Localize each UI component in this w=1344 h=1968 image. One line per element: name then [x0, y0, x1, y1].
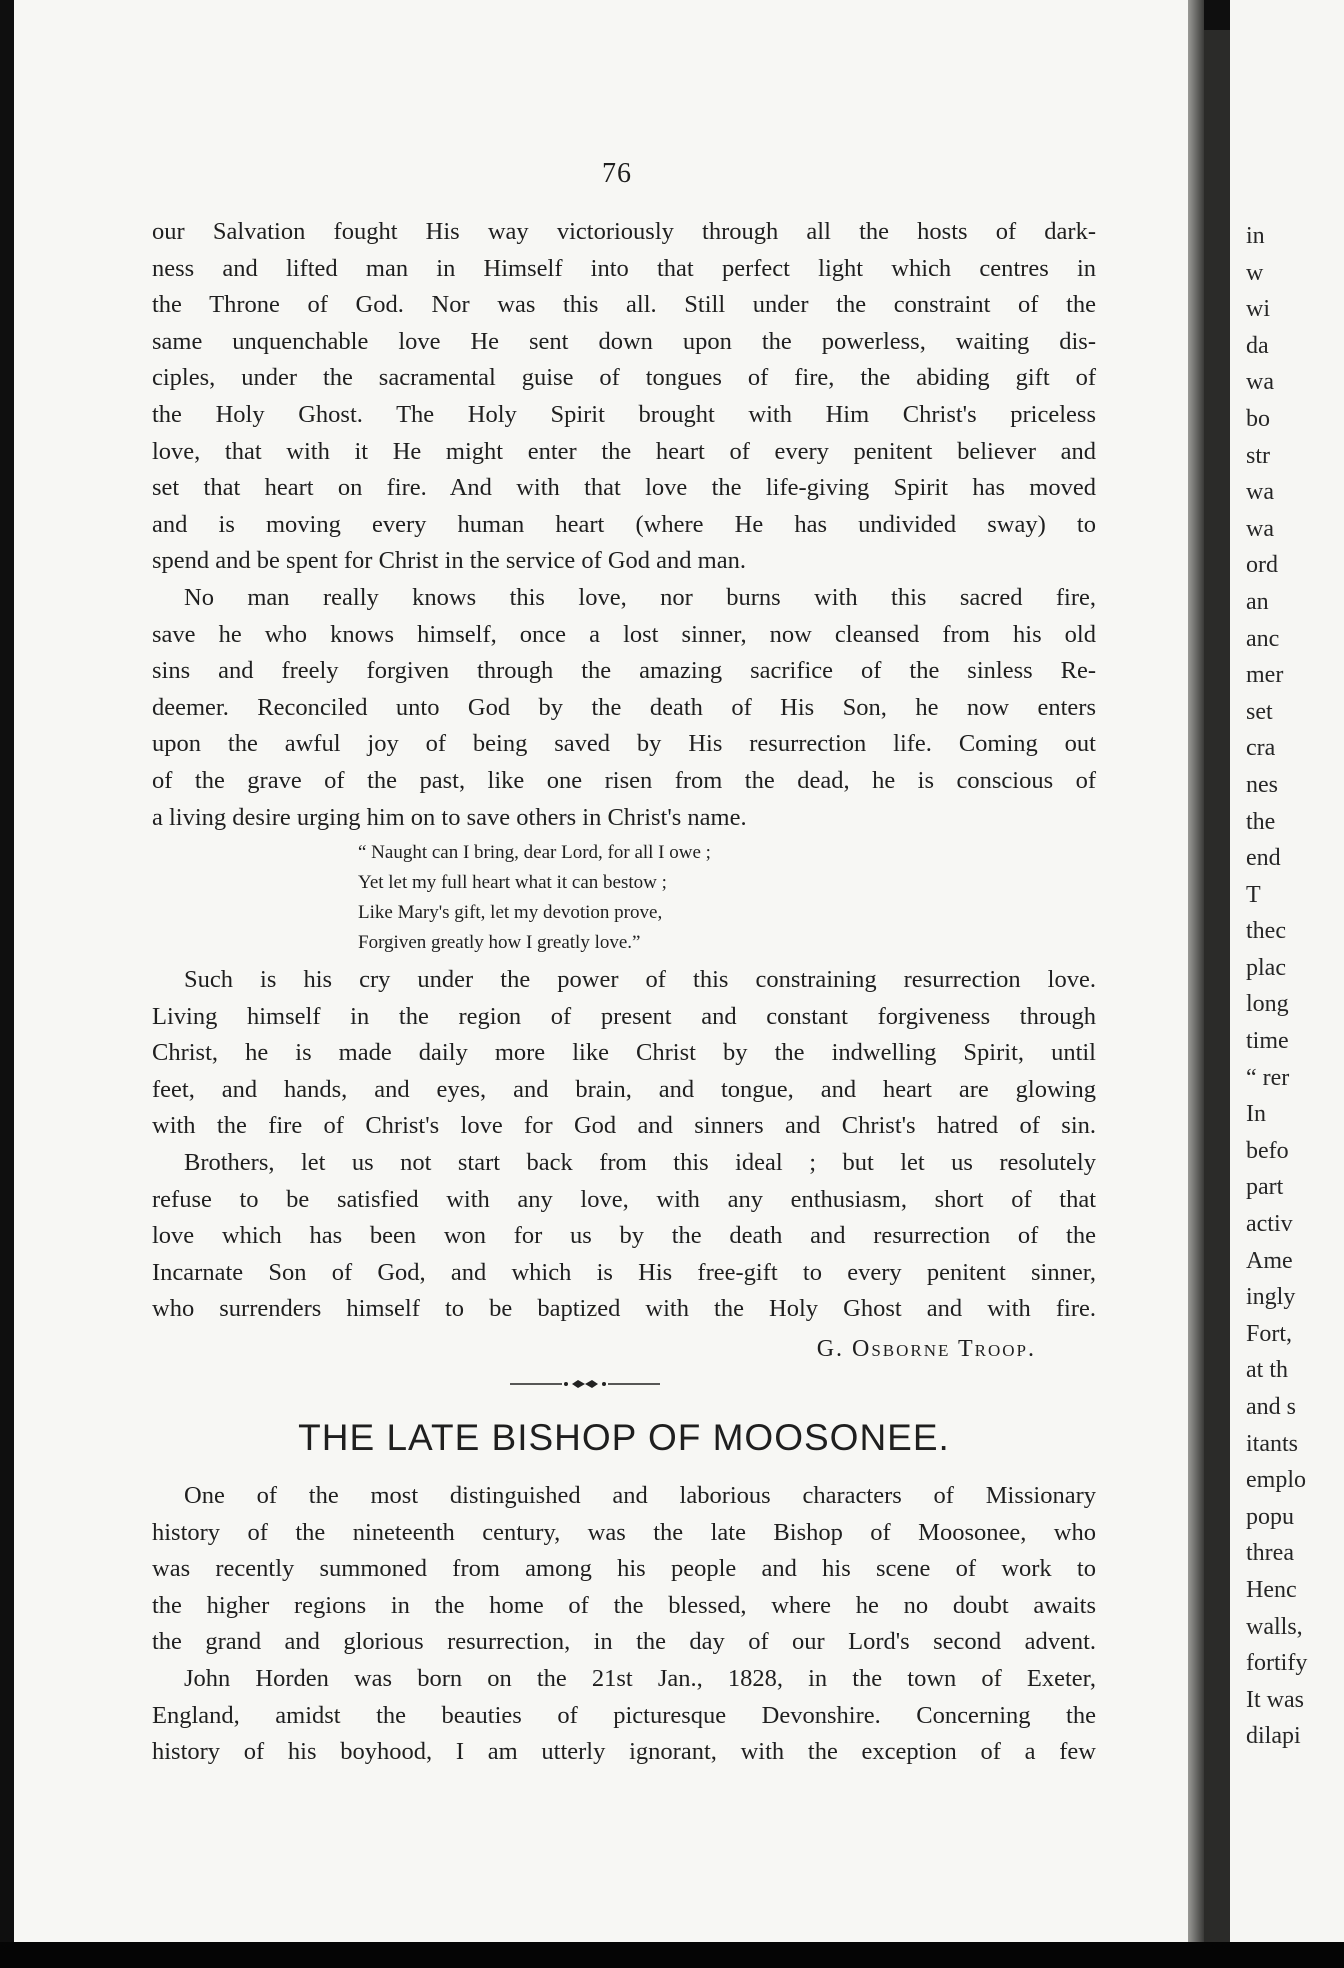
text-line: refuse to be satisfied with any love, with any enthusiasm, short of that [152, 1185, 1096, 1213]
right-page-fragment: ord [1246, 552, 1278, 579]
page-number: 76 [602, 158, 632, 189]
right-page-fragment: befo [1246, 1137, 1289, 1164]
right-page-fragment: ingly [1246, 1284, 1296, 1311]
right-page-fragment: walls, [1246, 1613, 1303, 1640]
text-line: the higher regions in the home of the blessed, where he no doubt awaits [152, 1591, 1096, 1619]
right-page-fragment: Henc [1246, 1576, 1297, 1603]
right-page-edge [1230, 0, 1344, 1942]
text-line: and is moving every human heart (where He has undivided sway) to [152, 510, 1096, 538]
text-line: One of the most distinguished and laborious characters of Missionary [184, 1482, 1096, 1510]
text-line: No man really knows this love, nor burns with this sacred fire, [184, 583, 1096, 611]
text-line: deemer. Reconciled unto God by the death of His Son, he now enters [152, 693, 1096, 721]
right-page-fragment: wa [1246, 479, 1274, 506]
right-page-fragment: long [1246, 991, 1289, 1018]
right-page-fragment: wi [1246, 296, 1270, 323]
binding-strip [1204, 30, 1230, 1942]
right-page-fragment: the [1246, 808, 1276, 835]
right-page-text-fragments [1246, 218, 1307, 1755]
paragraph-block-1 [152, 214, 1096, 836]
article-body [152, 214, 1096, 1771]
section-divider-ornament [152, 1370, 1096, 1400]
text-line: love, that with it He might enter the heart of every penitent believer and [152, 437, 1096, 465]
text-line: with the fire of Christ's love for God and sinners and Christ's hatred of sin. [152, 1112, 1096, 1140]
text-line: Christ, he is made daily more like Christ by the indwelling Spirit, until [152, 1039, 1096, 1067]
right-page-fragment: emplo [1246, 1467, 1306, 1494]
right-page-fragment: wa [1246, 369, 1274, 396]
text-line: our Salvation fought His way victoriously through all the hosts of dark- [152, 218, 1096, 245]
text-line: the Throne of God. Nor was this all. Still under the constraint of the [152, 291, 1096, 319]
scan-bottom-border [0, 1942, 1344, 1968]
section-heading: THE LATE BISHOP OF MOOSONEE. [298, 1417, 950, 1459]
right-page-fragment: dilapi [1246, 1723, 1301, 1750]
text-line: England, amidst the beauties of picturesque Devonshire. Concerning the [152, 1701, 1096, 1729]
text-line: history of his boyhood, I am utterly ignorant, with the exception of a few [152, 1738, 1096, 1766]
right-page-fragment: cra [1246, 735, 1276, 762]
right-page-fragment: popu [1246, 1503, 1294, 1530]
text-line: Living himself in the region of present and constant forgiveness through [152, 1002, 1096, 1030]
text-line: ciples, under the sacramental guise of tongues of fire, the abiding gift of [152, 364, 1096, 392]
right-page-fragment: It was [1246, 1686, 1304, 1713]
text-line: the Holy Ghost. The Holy Spirit brought with Him Christ's priceless [152, 400, 1096, 428]
right-page-fragment: str [1246, 442, 1270, 469]
right-page-fragment: “ rer [1246, 1064, 1290, 1091]
text-line: history of the nineteenth century, was the late Bishop of Moosonee, who [152, 1518, 1096, 1546]
right-page-fragment: part [1246, 1174, 1284, 1201]
text-line: love which has been won for us by the death and resurrection of the [152, 1222, 1096, 1250]
right-page-fragment: mer [1246, 662, 1284, 689]
right-page-fragment: and s [1246, 1394, 1296, 1420]
right-page-fragment: Fort, [1246, 1320, 1293, 1347]
text-line: of the grave of the past, like one risen from the dead, he is conscious of [152, 766, 1096, 794]
text-line: same unquenchable love He sent down upon the powerless, waiting dis- [152, 327, 1096, 355]
right-page-fragment: an [1246, 588, 1269, 615]
verse-line: Like Mary's gift, let my devotion prove, [358, 902, 663, 924]
text-line: set that heart on fire. And with that love the life-giving Spirit has moved [152, 474, 1096, 502]
right-page-fragment: end [1246, 845, 1281, 872]
paragraph-block-2 [152, 962, 1096, 1328]
text-line: feet, and hands, and eyes, and brain, and tongue, and heart are glowing [152, 1075, 1096, 1103]
right-page-fragment: plac [1246, 954, 1286, 981]
text-line: save he who knows himself, once a lost sinner, now cleansed from his old [152, 620, 1096, 648]
text-line: Incarnate Son of God, and which is His free-gift to every penitent sinner, [152, 1258, 1096, 1286]
section-paragraphs [152, 1478, 1096, 1771]
right-page-fragment: da [1246, 332, 1269, 359]
right-page-fragment: set [1246, 698, 1273, 725]
text-line: Brothers, let us not start back from this ideal ; but let us resolutely [184, 1149, 1096, 1177]
verse-line: Yet let my full heart what it can bestow ; [358, 872, 667, 894]
right-page-fragment: fortify [1246, 1650, 1308, 1677]
text-line: was recently summoned from among his people and his scene of work to [152, 1555, 1096, 1583]
page-gutter-shadow [1188, 0, 1204, 1942]
text-line: spend and be spent for Christ in the service of God and man. [152, 547, 746, 575]
right-page-fragment: anc [1246, 625, 1280, 652]
right-page-fragment: itants [1246, 1430, 1298, 1457]
text-line: ness and lifted man in Himself into that perfect light which centres in [152, 254, 1096, 282]
right-page-fragment: at th [1246, 1357, 1288, 1384]
text-line: sins and freely forgiven through the amazing sacrifice of the sinless Re- [152, 657, 1096, 685]
text-line: upon the awful joy of being saved by His resurrection life. Coming out [152, 730, 1096, 758]
verse-quotation [152, 836, 1096, 962]
right-page-fragment: in [1246, 223, 1265, 249]
right-page-fragment: In [1246, 1101, 1266, 1128]
right-page-fragment: time [1246, 1028, 1289, 1055]
text-line: the grand and glorious resurrection, in the day of our Lord's second advent. [152, 1628, 1096, 1656]
right-page-fragment: Ame [1246, 1247, 1293, 1274]
right-page-fragment: thec [1246, 918, 1286, 945]
text-line: Such is his cry under the power of this constraining resurrection love. [184, 966, 1096, 994]
verse-line: Forgiven greatly how I greatly love.” [358, 932, 641, 954]
right-page-fragment: w [1246, 259, 1264, 286]
verse-line: “ Naught can I bring, dear Lord, for all I owe ; [358, 842, 711, 864]
text-line: who surrenders himself to be baptized with the Holy Ghost and with fire. [152, 1295, 1096, 1323]
right-page-fragment: nes [1246, 771, 1278, 798]
right-page-fragment: activ [1246, 1211, 1293, 1238]
text-line: a living desire urging him on to save others in Christ's name. [152, 803, 747, 831]
author-signature: G. Osborne Troop. [816, 1336, 1036, 1363]
right-page-fragment: wa [1246, 515, 1274, 542]
right-page-fragment: bo [1246, 405, 1270, 432]
text-line: John Horden was born on the 21st Jan., 1828, in the town of Exeter, [184, 1665, 1096, 1692]
right-page-fragment: T [1246, 881, 1261, 908]
right-page-fragment: threa [1246, 1540, 1294, 1567]
